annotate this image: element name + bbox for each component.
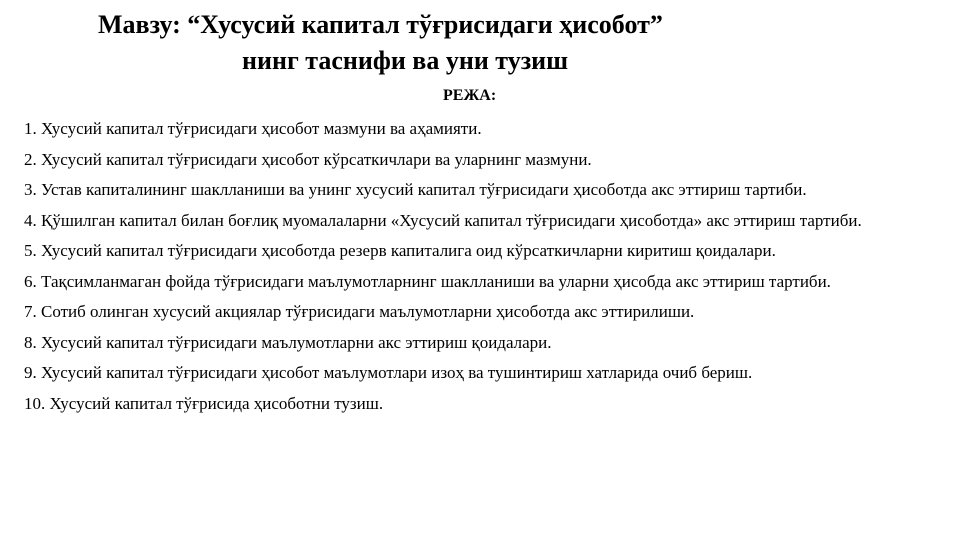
plan-item-4: 4. Қўшилган капитал билан боғлиқ муомалаларни «Хусусий капитал тўғрисидаги ҳисоботда» акс эттириш тартиби. [24,210,862,230]
page-title-line-2: нинг таснифи ва уни тузиш [242,46,569,75]
page-title-line-1: Мавзу: “Хусусий капитал тўғрисидаги ҳисобот” [98,10,663,39]
plan-item-1: 1. Хусусий капитал тўғрисидаги ҳисобот мазмуни ва аҳамияти. [24,119,482,138]
plan-item-10: 10. Хусусий капитал тўғрисида ҳисоботни тузиш. [24,393,384,413]
plan-item-6: 6. Тақсимланмаган фойда тўғрисидаги маълумотларнинг шаклланиши ва уларни ҳисобда акс эттириш тартиби. [24,271,831,291]
plan-item-8: 8. Хусусий капитал тўғрисидаги маълумотларни акс эттириш қоидалари. [24,332,552,352]
plan-item-3: 3. Устав капиталининг шаклланиши ва унинг хусусий капитал тўғрисидаги ҳисоботда акс эттириш тартиби. [24,180,807,199]
plan-item-9: 9. Хусусий капитал тўғрисидаги ҳисобот маълумотлари изоҳ ва тушинтириш хатларида очиб бериш. [24,363,753,382]
plan-list [24,114,944,419]
plan-item-5: 5. Хусусий капитал тўғрисидаги ҳисоботда резерв капиталига оид кўрсаткичларни киритиш қоидалари. [24,241,776,260]
plan-item-2: 2. Хусусий капитал тўғрисидаги ҳисобот кўрсаткичлари ва уларнинг мазмуни. [24,149,592,169]
plan-heading: РЕЖА: [443,87,497,104]
plan-item-7: 7. Сотиб олинган хусусий акциялар тўғрисидаги маълумотларни ҳисоботда акс эттирилиши. [24,302,695,321]
